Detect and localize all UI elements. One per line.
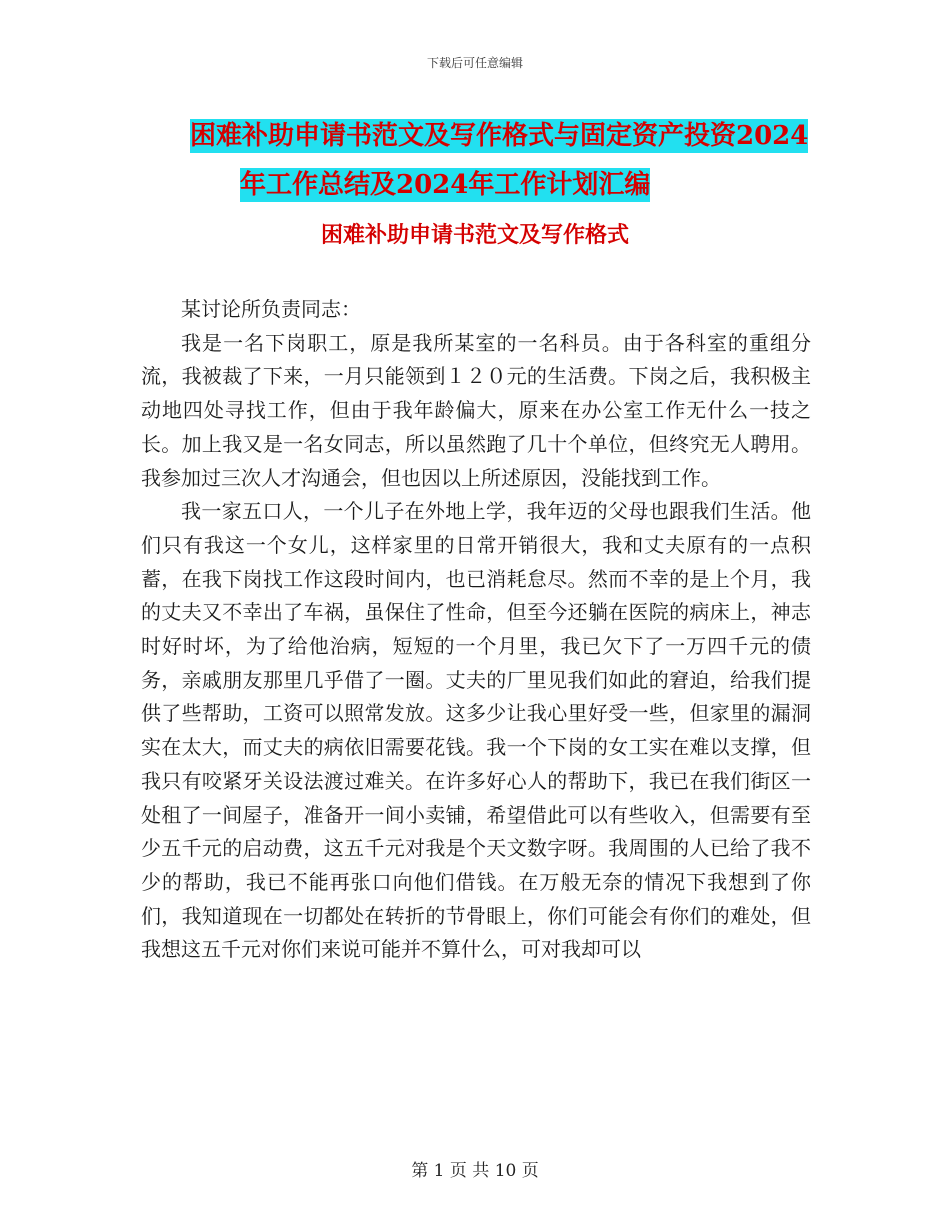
document-title-line-1: 困难补助申请书范文及写作格式与固定资产投资2024: [190, 121, 809, 151]
section-title: 困难补助申请书范文及写作格式: [320, 222, 629, 248]
page-number: 第 1 页 共 10 页: [411, 1161, 539, 1181]
paragraph-2: 我一家五口人，一个儿子在外地上学，我年迈的父母也跟我们生活。他们只有我这一个女儿，这样家里的日常开销很大，我和丈夫原有的一点积蓄，在我下岗找工作这段时间内，也已消耗怠尽。然而不幸的是上个月，我的丈夫又不幸出了车祸，虽保住了性命，但至今还躺在医院的病床上，神志时好时坏，为了给他治病，短短的一个月里，我已欠下了一万四千元的债务，亲戚朋友那里几乎借了一圈。丈夫的厂里见我们如此的窘迫，给我们提供了些帮助，工资可以照常发放。这多少让我心里好受一些，但家里的漏洞实在太大，而丈夫的病依旧需要花钱。我一个下岗的女工实在难以支撑，但我只有咬紧牙关设法渡过难关。在许多好心人的帮助下，我已在我们街区一处租了一间屋子，准备开一间小卖铺，希望借此可以有些收入，但需要有至少五千元的启动费，这五千元对我是个天文数字呀。我周围的人已给了我不少的帮助，我已不能再张口向他们借钱。在万般无奈的情况下我想到了你们，我知道现在一切都处在转折的节骨眼上，你们可能会有你们的难处，但我想这五千元对你们来说可能并不算什么，可对我却可以: [141, 499, 811, 962]
document-title-line-2: 年工作总结及2024年工作计划汇编: [240, 170, 651, 200]
page-header-note: 下载后可任意编辑: [426, 56, 523, 70]
document-title: [190, 112, 810, 210]
salutation: 某讨论所负责同志：: [181, 297, 361, 321]
paragraph-1: 我是一名下岗职工，原是我所某室的一名科员。由于各科室的重组分流，我被裁了下来，一月只能领到１２０元的生活费。下岗之后，我积极主动地四处寻找工作，但由于我年龄偏大，原来在办公室工作无什么一技之长。加上我又是一名女同志，所以虽然跑了几十个单位，但终究无人聘用。我参加过三次人才沟通会，但也因以上所述原因，没能找到工作。: [141, 330, 811, 490]
letter-body: [141, 293, 811, 967]
